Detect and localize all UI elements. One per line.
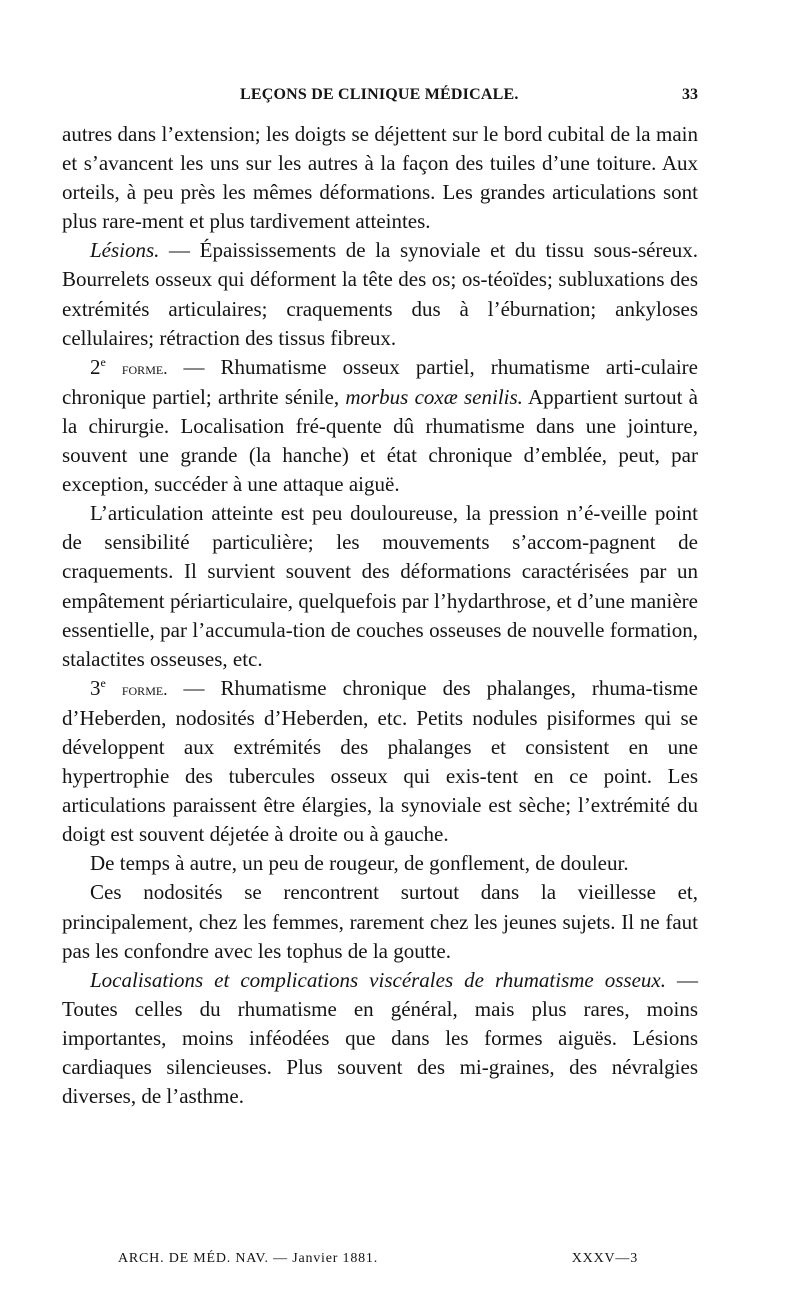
second-form-number: 2 bbox=[90, 354, 101, 379]
document-page bbox=[62, 86, 698, 1111]
second-form-label: forme. bbox=[121, 358, 168, 378]
paragraph-redness bbox=[62, 849, 698, 878]
paragraph-localisations bbox=[62, 966, 698, 1111]
paragraph-1-text: autres dans l’extension; les doigts se déjettent sur le bord cubital de la main et s’avancent les uns sur les autres à la façon des tuiles d’une toiture. Aux orteils, à peu près les mêmes déformations. Les grandes articulations sont plus rare-ment et plus tardivement atteintes. bbox=[62, 122, 698, 234]
lesions-text: — Épaississements de la synoviale et du tissu sous-séreux. Bourrelets osseux qui déforment la tête des os; os-téoïdes; subluxations des extrémités articulaires; craquements dus à l’éburnation; ankyloses cellulaires; rétraction des tissus fibreux. bbox=[62, 238, 698, 350]
paragraph-articulation bbox=[62, 499, 698, 674]
signature-mark: XXXV—3 bbox=[571, 1251, 638, 1266]
third-form-superscript: e bbox=[100, 675, 106, 690]
second-form-text-b: Appartient surtout à la chirurgie. Localisation fré-quente dû rhumatisme dans une jointure, souvent une grande (la hanche) et état chronique d’emblée, peut, par exception, succéder à une attaque aiguë. bbox=[62, 384, 698, 497]
journal-citation: ARCH. DE MÉD. NAV. — Janvier 1881. bbox=[118, 1251, 379, 1266]
paragraph-1 bbox=[62, 120, 698, 236]
body-text bbox=[62, 120, 698, 1111]
paragraph-third-form bbox=[62, 674, 698, 850]
paragraph-nodosites bbox=[62, 878, 698, 965]
third-form-label: forme. bbox=[121, 679, 168, 699]
paragraph-lesions bbox=[62, 236, 698, 352]
second-form-text-a: — Rhumatisme osseux partiel, rhumatisme arti-culaire chronique partiel; arthrite sénile, bbox=[62, 354, 698, 409]
second-form-italic: morbus coxæ senilis. bbox=[345, 384, 523, 409]
third-form-number: 3 bbox=[90, 675, 101, 700]
page-number: 33 bbox=[682, 86, 698, 103]
third-form-text: — Rhumatisme chronique des phalanges, rhuma-tisme d’Heberden, nodosités d’Heberden, etc. Petits nodules pisiformes qui se développent aux extrémités des phalanges et consistent en une hypertrophie des tubercules osseux qui exis-tent en ce point. Les articulations paraissent être élargies, la synoviale est sèche; l’extrémité du doigt est souvent déjetée à droite ou à gauche. bbox=[62, 675, 698, 847]
localisations-text: — Toutes celles du rhumatisme en général, mais plus rares, moins importantes, moins inféodées que dans les formes aiguës. Lésions cardiaques silencieuses. Plus souvent des mi-graines, des névralgies diverses, de l’asthme. bbox=[62, 967, 699, 1109]
paragraph-articulation-text: L’articulation atteinte est peu douloureuse, la pression n’é-veille point de sensibilité particulière; les mouvements s’accom-pagnent de craquements. Il survient souvent des déformations caractérisées par un empâtement périarticulaire, quelquefois par l’hydarthrose, et d’une manière essentielle, par l’accumula-tion de couches osseuses de nouvelle formation, stalactites osseuses, etc. bbox=[62, 501, 698, 671]
paragraph-nodosites-text: Ces nodosités se rencontrent surtout dans la vieillesse et, principalement, chez les femmes, rarement chez les jeunes sujets. Il ne faut pas les confondre avec les tophus de la goutte. bbox=[62, 880, 698, 963]
localisations-label: Localisations et complications viscérales de rhumatisme osseux. bbox=[90, 967, 666, 992]
second-form-superscript: e bbox=[100, 354, 106, 369]
page-footer bbox=[118, 1251, 638, 1275]
running-head bbox=[62, 86, 698, 116]
paragraph-second-form bbox=[62, 353, 698, 499]
lesions-label: Lésions. bbox=[90, 238, 160, 263]
paragraph-redness-text: De temps à autre, un peu de rougeur, de gonflement, de douleur. bbox=[90, 851, 629, 876]
running-title: LEÇONS DE CLINIQUE MÉDICALE. bbox=[240, 86, 519, 103]
